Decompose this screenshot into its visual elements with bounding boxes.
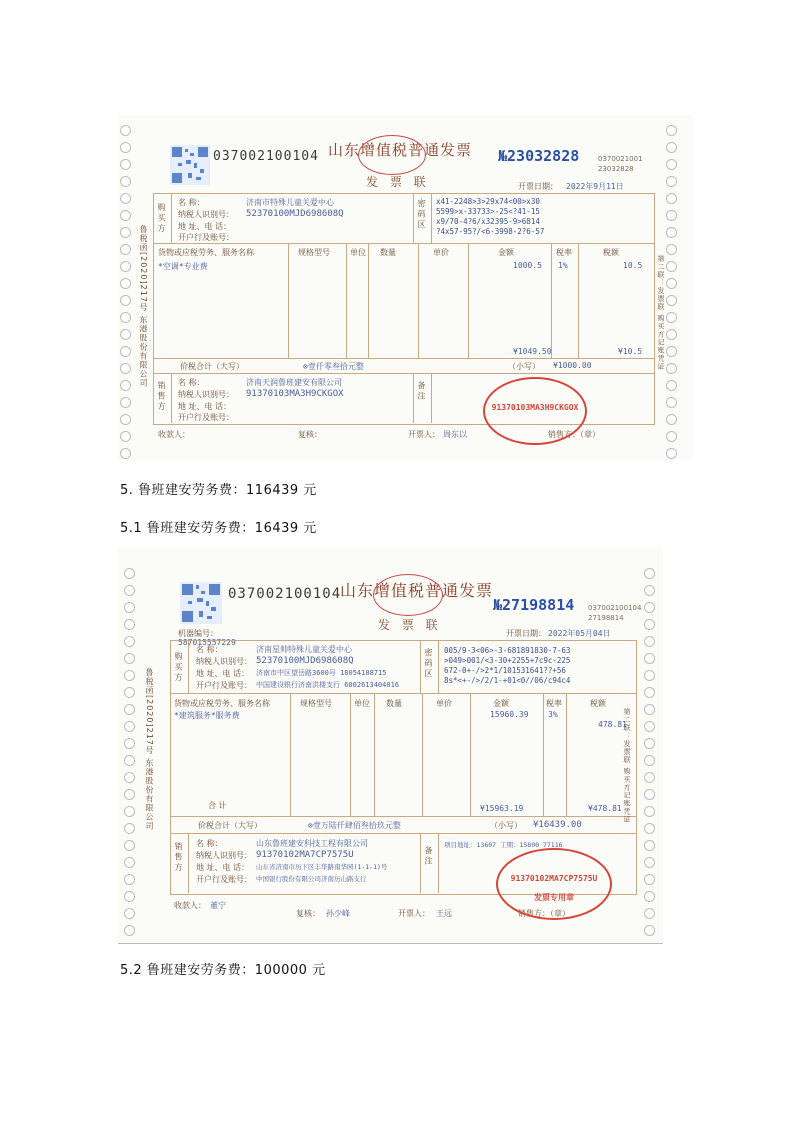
remark-label: 备 注: [424, 846, 433, 865]
payee-name: 董宁: [210, 901, 226, 910]
header-tax: 税额: [603, 248, 619, 257]
sum-amount: ¥1049.50: [513, 347, 552, 356]
issuer-name: 周东以: [443, 430, 467, 439]
buyer-tax-id: 52370100MJD698608Q: [246, 209, 344, 219]
small-label: （小写）: [490, 821, 522, 830]
header-qty: 数量: [386, 699, 402, 708]
crypt-label: 密 码 区: [417, 199, 426, 229]
issuer-name: 王远: [436, 909, 452, 918]
buyer-name: 济南市特殊儿童关爱中心: [246, 198, 334, 207]
review-label: 复核：: [298, 430, 322, 439]
machine-number-label: 机器编号：: [178, 629, 218, 638]
seller-bank-label: 开户行及账号：: [178, 413, 234, 422]
seller-stamp: 91370102MA7CP7575U 发票专用章: [496, 848, 612, 920]
invoice-code: 037002100104: [213, 149, 319, 164]
invoice-scan-1: [118, 115, 693, 460]
buyer-addr-label: 地 址、电 话：: [178, 222, 232, 231]
seller-side-label: 销 售 方: [174, 842, 183, 872]
right-code: 0370021001: [598, 155, 643, 163]
left-vertical-text: 鲁税函[2020]217号 东港股份有限公司: [139, 225, 148, 388]
date-label: 开票日期：: [518, 182, 558, 191]
seller-addr: 山东省济南市历下区丰华路南华园(1-1-1)号: [256, 863, 388, 871]
item-amount: 15960.39: [490, 710, 529, 719]
header-unit: 单位: [354, 699, 370, 708]
buyer-addr-label: 地 址、电 话：: [196, 669, 250, 678]
seller-name-label: 名 称：: [178, 378, 205, 387]
header-spec: 规格型号: [300, 699, 332, 708]
header-tax: 税额: [590, 699, 606, 708]
item-name: *建筑服务*服务费: [174, 711, 240, 720]
sum-tax: ¥10.5: [618, 347, 643, 356]
date-value: 2022年05月04日: [548, 629, 611, 638]
header-rate: 税率: [556, 248, 572, 257]
item-tax: 478.81: [598, 720, 627, 729]
machine-number: 587015557229: [178, 638, 236, 647]
copy-label: 第二联：发票联 购买方记账凭证: [657, 255, 665, 371]
caption-3: 5.2 鲁班建安劳务费：100000 元: [120, 963, 326, 978]
seller-name: 济南天润鲁班建安有限公司: [246, 378, 342, 387]
qr-code-icon: [170, 145, 210, 185]
seller-tax-label: 纳税人识别号：: [178, 390, 234, 399]
invoice-scan-2: [118, 548, 663, 944]
item-rate: 1%: [558, 261, 568, 270]
left-vertical-text: 鲁税函[2020]217号 东港股份有限公司: [145, 668, 154, 831]
seller-name-label: 名 称：: [196, 839, 223, 848]
review-label: 复核：: [296, 909, 320, 918]
invoice-subtitle: 发 票 联: [366, 175, 430, 189]
remark-text: 项目地址：13607 工期：15800 77116: [444, 841, 563, 849]
date-value: 2022年9月11日: [566, 182, 624, 191]
right-number: 27198814: [588, 614, 624, 622]
crypt-label: 密 码 区: [424, 648, 433, 678]
caption-2: 5.1 鲁班建安劳务费：16439 元: [120, 521, 317, 536]
buyer-name: 济南星帅特殊儿童关爱中心: [256, 645, 352, 654]
header-amount: 金额: [493, 699, 509, 708]
header-item: 货物或应税劳务、服务名称: [158, 248, 254, 257]
header-item: 货物或应税劳务、服务名称: [174, 699, 270, 708]
total-label: 价税合计（大写）: [180, 362, 244, 371]
perforation-left: [120, 125, 132, 460]
seller-addr-label: 地 址、电 话：: [178, 402, 232, 411]
perforation-left: [124, 568, 136, 942]
sum-tax: ¥478.81: [588, 804, 622, 813]
right-number: 23032828: [598, 165, 634, 173]
total-words: ⊗壹仟零叁拾元整: [303, 362, 364, 371]
buyer-name-label: 名 称：: [196, 645, 223, 654]
copy-label: 第二联：发票联 购买方记账凭证: [623, 708, 631, 824]
seller-tax-label: 纳税人识别号：: [196, 851, 252, 860]
invoice-title: 山东增值税普通发票: [328, 141, 473, 159]
header-spec: 规格型号: [298, 248, 330, 257]
buyer-name-label: 名 称：: [178, 198, 205, 207]
total-label: 价税合计（大写）: [198, 821, 262, 830]
small-label: （小写）: [508, 362, 540, 371]
invoice-title: 山东增值税普通发票: [340, 581, 494, 600]
date-label: 开票日期：: [506, 629, 546, 638]
seller-bank: 中国银行股份有限公司济南历山路支行: [256, 875, 367, 883]
sum-amount: ¥15963.19: [480, 804, 524, 813]
header-price: 单价: [433, 248, 449, 257]
review-name: 孙少峰: [326, 909, 350, 918]
invoice-number: №23032828: [498, 147, 580, 165]
header-qty: 数量: [380, 248, 396, 257]
seller-side-label: 销 售 方: [157, 381, 166, 411]
buyer-tax-label: 纳税人识别号：: [178, 210, 234, 219]
header-rate: 税率: [546, 699, 562, 708]
payee-label: 收款人：: [174, 901, 206, 910]
payee-label: 收款人：: [158, 430, 190, 439]
tax-bureau-seal: [373, 574, 443, 616]
perforation-right: [666, 125, 678, 460]
subtotal-label: 合 计: [208, 801, 227, 810]
small-value: ¥16439.00: [533, 820, 582, 830]
buyer-side-label: 购 买 方: [157, 203, 166, 233]
small-value: ¥1000.00: [553, 361, 592, 370]
item-amount: 1000.5: [513, 261, 542, 270]
invoice-code: 037002100104: [228, 586, 342, 602]
item-rate: 3%: [548, 710, 558, 719]
qr-code-icon: [180, 582, 222, 624]
header-price: 单价: [436, 699, 452, 708]
item-name: *空调*专业费: [158, 262, 208, 271]
buyer-addr: 济南市中区望岳路3600号 18054188715: [256, 669, 387, 677]
caption-1: 5. 鲁班建安劳务费：116439 元: [120, 483, 317, 498]
item-tax: 10.5: [623, 261, 643, 270]
invoice-number: №27198814: [493, 596, 575, 614]
buyer-bank-label: 开户行及账号：: [178, 233, 234, 242]
seller-name: 山东鲁班建安科技工程有限公司: [256, 839, 368, 848]
buyer-tax-id: 52370100MJD698608Q: [256, 656, 354, 666]
issuer-label: 开票人：: [398, 909, 430, 918]
buyer-tax-label: 纳税人识别号：: [196, 657, 252, 666]
buyer-bank-label: 开户行及账号：: [196, 681, 252, 690]
invoice-subtitle: 发 票 联: [378, 618, 442, 632]
crypt-area: 005/9-3<06>-3-681891830-7-63 >049>001/<3-30+2255+7c9c-225 672-0+-/>2*1/101531641??+56 8s*<+-/>/2/1-+01<0//06/c94c4: [444, 646, 571, 685]
header-amount: 金额: [498, 248, 514, 257]
seller-stamp-label: 销售方：（章）: [518, 909, 570, 918]
right-code: 037002100104: [588, 604, 642, 612]
header-unit: 单位: [350, 248, 366, 257]
seller-addr-label: 地 址、电 话：: [196, 863, 250, 872]
total-words: ⊗壹万陆仟肆佰叁拾玖元整: [308, 821, 401, 830]
remark-label: 备 注: [417, 381, 426, 400]
seller-tax-id: 91370102MA7CP7575U: [256, 850, 354, 860]
buyer-bank: 中国建设银行济南洪楼支行 6002613404016: [256, 681, 400, 689]
issuer-label: 开票人：: [408, 430, 440, 439]
seller-tax-id: 91370103MA3H9CKGOX: [246, 389, 344, 399]
seller-stamp: 91370103MA3H9CKGOX: [483, 377, 587, 445]
seller-bank-label: 开户行及账号：: [196, 875, 252, 884]
crypt-area: x41-2248>3>29x74<00>x30 5599>x-33733>-25<?41-15 x9/70-4?6/x32395-9>6814 ?4x57-95?/<6-3998-2?6-57: [436, 197, 545, 236]
perforation-right: [644, 568, 656, 942]
seller-stamp-label: 销售方：（章）: [548, 430, 600, 439]
tax-bureau-seal: [358, 135, 426, 175]
buyer-side-label: 购 买 方: [174, 652, 183, 682]
